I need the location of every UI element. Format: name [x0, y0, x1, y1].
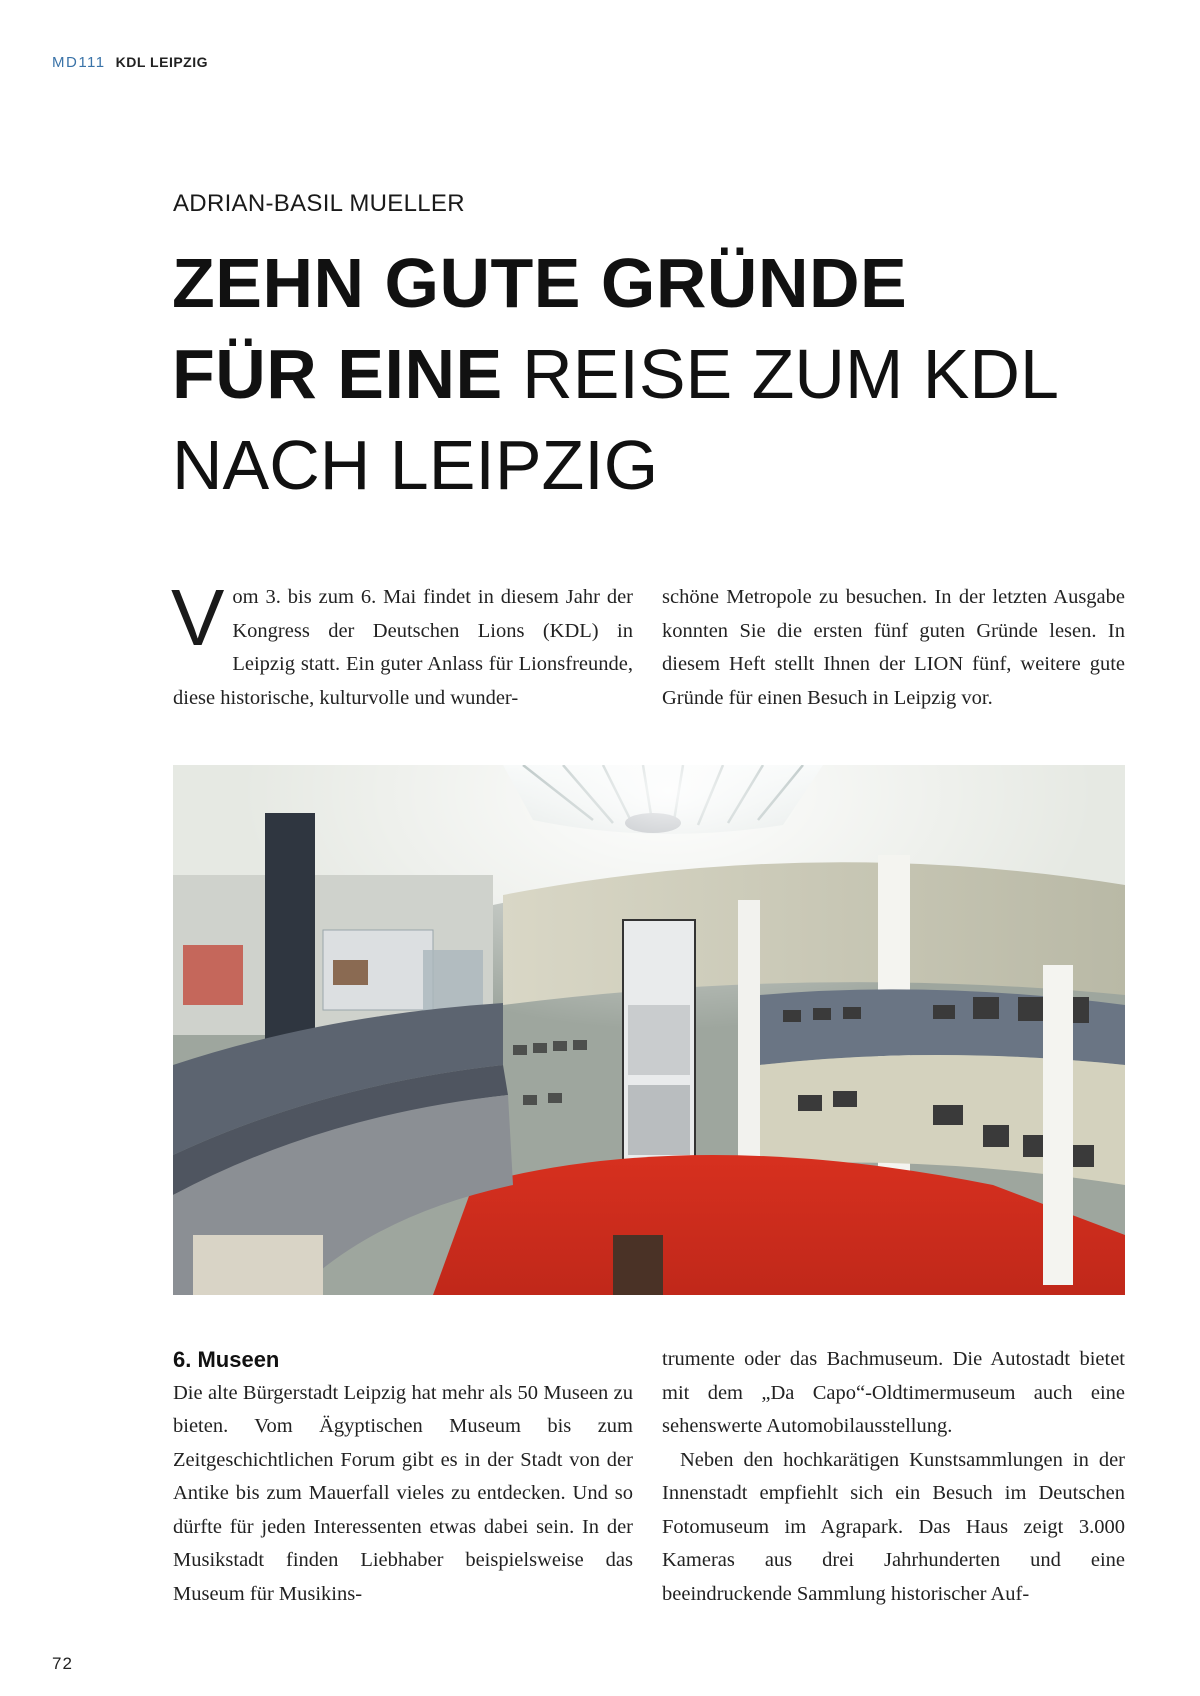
museum-atrium-photo — [173, 765, 1125, 1295]
section-heading: 6. Museen — [173, 1347, 280, 1372]
title-line-2-bold: FÜR EINE — [172, 335, 503, 413]
section-label: KDL LEIPZIG — [115, 54, 208, 70]
title-line-1: ZEHN GUTE GRÜNDE — [172, 244, 908, 322]
intro-column-left — [171, 573, 633, 715]
running-header — [52, 54, 208, 71]
intro-text-left: om 3. bis zum 6. Mai findet in diesem Jahr der Kongress der Deutschen Lions (KDL) in Leipzig statt. Ein guter Anlass für Lionsfreunde, diese historische, kulturvolle und wunder- — [173, 586, 633, 709]
title-line-2-light: REISE ZUM KDL — [522, 335, 1059, 413]
title-line-2 — [172, 329, 1059, 420]
author-name: ADRIAN-BASIL MUELLER — [173, 190, 465, 217]
title-line-3: NACH LEIPZIG — [172, 426, 659, 504]
body-text-left: Die alte Bürgerstadt Leipzig hat mehr als 50 Museen zu bieten. Vom Ägyptischen Museum bis zum Zeitgeschichtlichen Forum gibt es in der Stadt von der Antike bis zum Mauerfall vieles zu entdecken. Und so dürfte für jeden Interessenten etwas dabei sein. In der Musikstadt finden Liebhaber beispielsweise das Museum für Musikins- — [173, 1381, 633, 1605]
body-column-right — [662, 1343, 1125, 1611]
body-column-left — [173, 1343, 633, 1611]
body-text-right-p2: Neben den hochkarätigen Kunstsammlungen in der Innenstadt empfiehlt sich ein Besuch im Deutschen Fotomuseum im Agrapark. Das Haus zeigt 3.000 Kameras aus drei Jahrhunderten und eine beeindruckende Sammlung historischer Auf- — [662, 1448, 1125, 1605]
issue-label: MD111 — [52, 54, 106, 71]
intro-column-right: schöne Metropole zu besuchen. In der letzten Ausgabe konnten Sie die ersten fünf guten Gründe lesen. In diesem Heft stellt Ihnen der LION fünf, weitere gute Gründe für einen Besuch in Leipzig vor. — [662, 586, 1125, 709]
drop-cap: V — [171, 573, 225, 662]
article-title — [172, 238, 1059, 511]
body-text-right-p1: trumente oder das Bachmuseum. Die Autostadt bietet mit dem „Da Capo“-Oldtimermuseum auch eine sehenswerte Automobilausstellung. — [662, 1348, 1125, 1437]
page-number: 72 — [52, 1654, 73, 1673]
